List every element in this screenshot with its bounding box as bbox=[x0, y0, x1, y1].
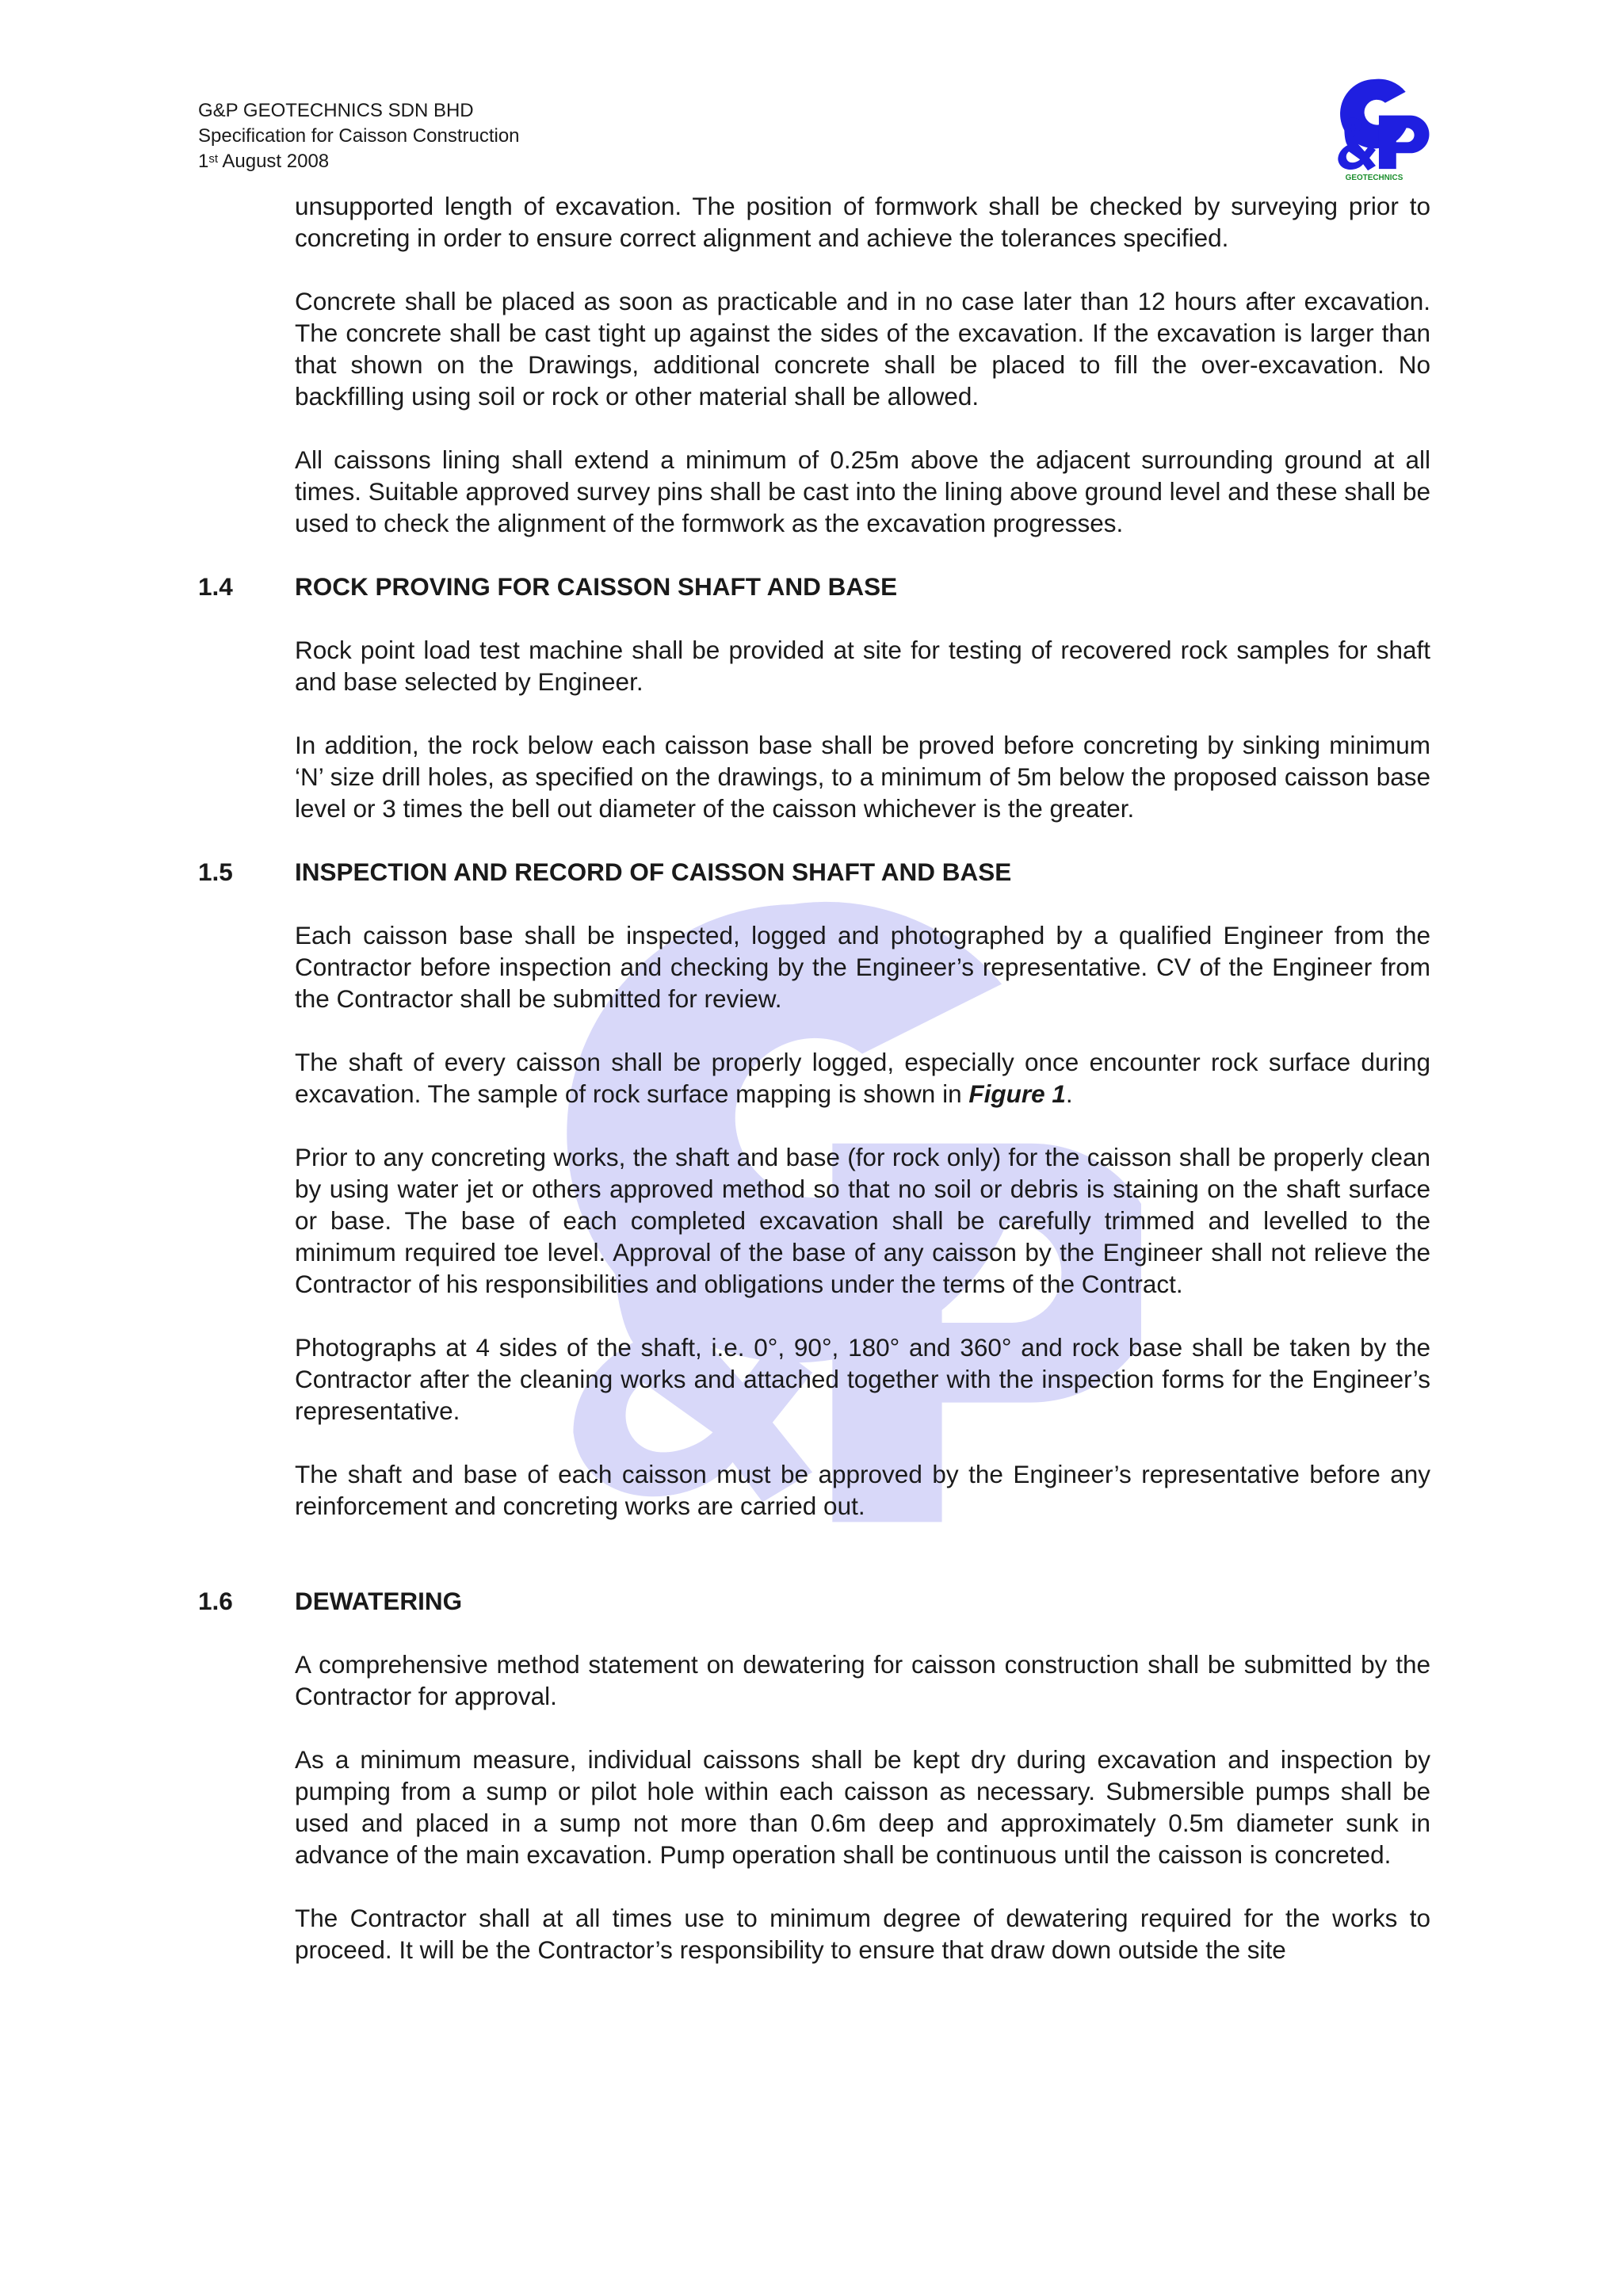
document-body bbox=[198, 190, 1430, 1997]
section-title: INSPECTION AND RECORD OF CAISSON SHAFT AND BASE bbox=[295, 858, 1012, 886]
paragraph: Each caisson base shall be inspected, logged and photographed by a qualified Engineer from the Contractor before inspection and checking by the Engineer’s representative. CV of the Engineer from the Contractor shall be submitted for review. bbox=[295, 921, 1430, 1013]
section-title: ROCK PROVING FOR CAISSON SHAFT AND BASE bbox=[295, 572, 898, 601]
document-date: 1st August 2008 bbox=[198, 151, 330, 172]
paragraph: Prior to any concreting works, the shaft and base (for rock only) for the caisson shall be properly clean by using water jet or others approved method so that no soil or debris is staining on the shaft surface or base. The base of each completed excavation shall be carefully trimmed and levelled to the minimum required toe level. Approval of the base of any caisson by the Engineer shall not relieve the Contractor of his responsibilities and obligations under the terms of the Contract. bbox=[295, 1143, 1430, 1298]
logo-tagline: GEOTECHNICS bbox=[1345, 174, 1403, 182]
section-title: DEWATERING bbox=[295, 1587, 463, 1615]
paragraph: The Contractor shall at all times use to minimum degree of dewatering required for the works to proceed. It will be the Contractor’s responsibility to ensure that draw down outside the site bbox=[295, 1904, 1430, 1964]
paragraph: A comprehensive method statement on dewatering for caisson construction shall be submitted by the Contractor for approval. bbox=[295, 1650, 1430, 1710]
page-header bbox=[198, 98, 520, 174]
paragraph: Rock point load test machine shall be provided at site for testing of recovered rock samples for shaft and base selected by Engineer. bbox=[295, 636, 1430, 696]
section-heading-1-5 bbox=[198, 856, 1430, 888]
paragraph: Concrete shall be placed as soon as practicable and in no case later than 12 hours after excavation. The concrete shall be cast tight up against the sides of the excavation. If the excavation is larger than that shown on the Drawings, additional concrete shall be placed to fill the over-excavation. No backfilling using soil or rock or other material shall be allowed. bbox=[295, 287, 1430, 411]
section-number: 1.5 bbox=[198, 858, 233, 886]
figure-reference: Figure 1 bbox=[968, 1079, 1066, 1108]
company-name: G&P GEOTECHNICS SDN BHD bbox=[198, 100, 474, 121]
section-heading-1-4 bbox=[198, 571, 1430, 602]
document-title: Specification for Caisson Construction bbox=[198, 125, 520, 147]
section-heading-1-6 bbox=[198, 1585, 1430, 1617]
paragraph: The shaft of every caisson shall be properly logged, especially once encounter rock surface during excavation. The sample of rock surface mapping is shown in Figure 1. bbox=[295, 1048, 1430, 1108]
section-number: 1.4 bbox=[198, 572, 233, 601]
paragraph: All caissons lining shall extend a minimum of 0.25m above the adjacent surrounding ground at all times. Suitable approved survey pins shall be cast into the lining above ground level and these shall be used to check the alignment of the formwork as the excavation progresses. bbox=[295, 445, 1430, 537]
paragraph: As a minimum measure, individual caissons shall be kept dry during excavation and inspection by pumping from a sump or pilot hole within each caisson as necessary. Submersible pumps shall be used and placed in a sump not more than 0.6m deep and approximately 0.5m diameter sunk in advance of the main excavation. Pump operation shall be continuous until the caisson is concreted. bbox=[295, 1745, 1430, 1869]
paragraph: In addition, the rock below each caisson base shall be proved before concreting by sinking minimum ‘N’ size drill holes, as specified on the drawings, to a minimum of 5m below the proposed caisson base level or 3 times the bell out diameter of the caisson whichever is the greater. bbox=[295, 731, 1430, 823]
section-number: 1.6 bbox=[198, 1587, 233, 1615]
paragraph: unsupported length of excavation. The position of formwork shall be checked by surveying prior to concreting in order to ensure correct alignment and achieve the tolerances specified. bbox=[295, 192, 1430, 252]
paragraph: The shaft and base of each caisson must be approved by the Engineer’s representative before any reinforcement and concreting works are carried out. bbox=[295, 1460, 1430, 1520]
company-logo bbox=[1319, 76, 1430, 182]
paragraph: Photographs at 4 sides of the shaft, i.e. 0°, 90°, 180° and 360° and rock base shall be taken by the Contractor after the cleaning works and attached together with the inspection forms for the Engineer’s representative. bbox=[295, 1333, 1430, 1425]
